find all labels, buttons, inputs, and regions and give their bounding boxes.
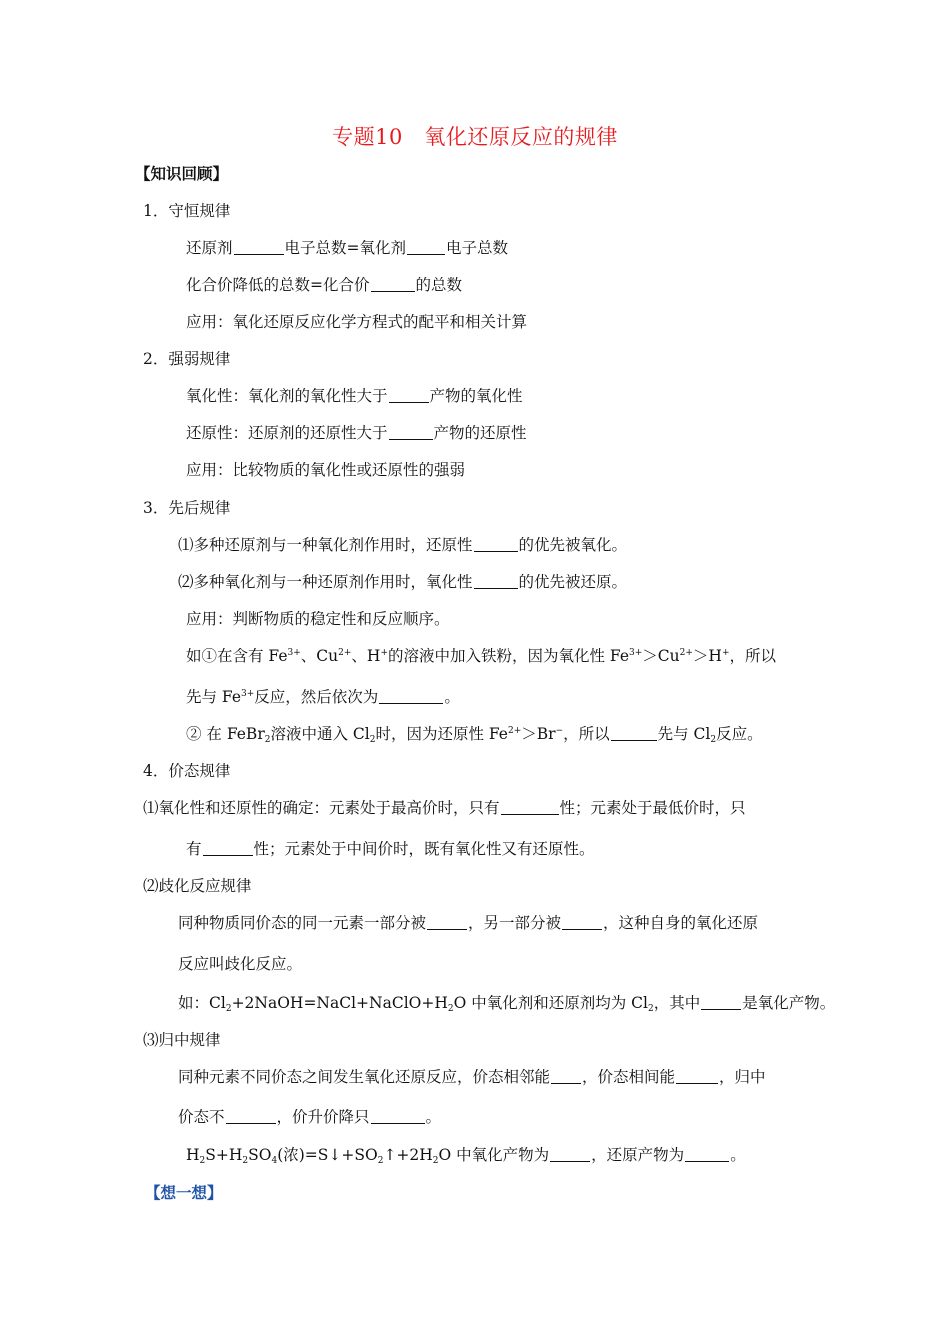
fill-blank[interactable] (550, 1145, 590, 1162)
section-4-heading: 4．价态规律 (143, 762, 231, 780)
s3-line-3: 应用：判断物质的稳定性和反应顺序。 (186, 610, 450, 628)
fill-blank[interactable] (562, 913, 602, 930)
fill-blank[interactable] (407, 238, 445, 255)
section-3-heading: 3．先后规律 (143, 499, 231, 517)
s4-para-2-line-1: 同种物质同价态的同一元素一部分被 ，另一部分被 ，这种自身的氧化还原 (178, 914, 759, 932)
s2-line-3: 应用：比较物质的氧化性或还原性的强弱 (186, 461, 466, 479)
fill-blank[interactable] (551, 1067, 581, 1084)
s2-line-1: 氧化性：氧化剂的氧化性大于 产物的氧化性 (186, 387, 523, 405)
s1-line-2: 化合价降低的总数=化合价 的总数 (186, 276, 463, 294)
fill-blank[interactable] (389, 423, 433, 440)
fill-blank[interactable] (389, 386, 429, 403)
s2-line-2: 还原性：还原剂的还原性大于 产物的还原性 (186, 424, 527, 442)
s4-para-3-line-2: 价态不 ，价升价降只 。 (178, 1108, 442, 1126)
s4-para-3-example: $H_2S+H_2SO_4$(浓)$=S↓+SO_2↑+2H_2O$ 中氧化产物为 ，还原产物为 。 (186, 1146, 746, 1166)
fill-blank[interactable] (371, 275, 415, 292)
fill-blank[interactable] (371, 1107, 425, 1124)
s4-para-2-example: 如：$Cl_2+2NaOH=NaCl+NaClO+H_2O$ 中氧化剂和还原剂均为 $Cl_2$，其中 是氧化产物。 (178, 994, 836, 1014)
fill-blank[interactable] (379, 687, 443, 704)
s4-para-3-line-1: 同种元素不同价态之间发生氧化还原反应，价态相邻能 ，价态相间能 ，归中 (178, 1068, 766, 1086)
fill-blank[interactable] (474, 535, 518, 552)
s1-line-1: 还原剂 电子总数=氧化剂 电子总数 (186, 239, 509, 257)
s3-example-1: 如①在含有 $Fe^{3+}$、$Cu^{2+}$、H+的溶液中加入铁粉，因为氧化性 $Fe^{3+}>Cu^{2+}>H^+$，所以 (186, 647, 777, 665)
s3-line-1: ⑴多种还原剂与一种氧化剂作用时，还原性 的优先被氧化。 (178, 536, 628, 554)
s1-line-3: 应用：氧化还原反应化学方程式的配平和相关计算 (186, 313, 528, 331)
review-header: 【知识回顾】 (135, 164, 229, 183)
s3-line-2: ⑵多种氧化剂与一种还原剂作用时，氧化性 的优先被还原。 (178, 573, 628, 591)
fill-blank[interactable] (427, 913, 467, 930)
section-2-heading: 2．强弱规律 (143, 350, 231, 368)
s4-para-2-line-2: 反应叫歧化反应。 (178, 955, 303, 973)
s4-subheading-3: ⑶归中规律 (143, 1031, 221, 1049)
fill-blank[interactable] (611, 724, 657, 741)
section-1-heading: 1．守恒规律 (143, 202, 231, 220)
fill-blank[interactable] (701, 993, 741, 1010)
fill-blank[interactable] (676, 1067, 718, 1084)
fill-blank[interactable] (474, 572, 518, 589)
s4-para-1-cont: 有 性；元素处于中间价时，既有氧化性又有还原性。 (186, 840, 595, 858)
fill-blank[interactable] (203, 839, 253, 856)
s3-example-2: ② 在 FeBr$_2$溶液中通入 $Cl_2$时，因为还原性 $Fe^{2+}>Br^-$，所以 先与 $Cl_2$反应。 (186, 725, 763, 745)
fill-blank[interactable] (234, 238, 284, 255)
s4-subheading-2: ⑵歧化反应规律 (143, 877, 252, 895)
s4-para-1: ⑴氧化性和还原性的确定：元素处于最高价时，只有 性；元素处于最低价时，只 (143, 799, 746, 817)
think-header: 【想一想】 (145, 1183, 223, 1202)
s3-example-1-cont: 先与 $Fe^{3+}$反应，然后依次为 。 (186, 688, 460, 706)
fill-blank[interactable] (226, 1107, 276, 1124)
fill-blank[interactable] (501, 798, 559, 815)
page-title: 专题10 氧化还原反应的规律 (332, 125, 618, 149)
fill-blank[interactable] (685, 1145, 729, 1162)
